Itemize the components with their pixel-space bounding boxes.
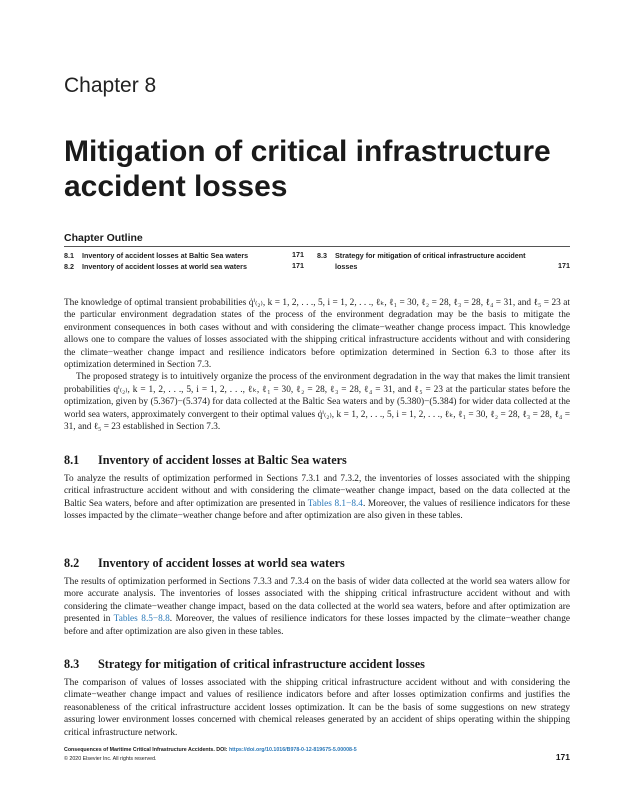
section-title: Inventory of accident losses at Baltic Sea waters — [98, 453, 347, 467]
page-number: 171 — [555, 752, 570, 762]
outline-item-number: 8.3 — [317, 251, 327, 260]
outline-item-text: Inventory of accident losses at Baltic Sea waters — [82, 251, 249, 260]
chapter-label: Chapter 8 — [64, 74, 157, 97]
tables-link[interactable]: Tables 8.5−8.8 — [113, 614, 170, 625]
intro-paragraph-1: The knowledge of optimal transient probabilities q̇ⁱ₍₂₎, k = 1, 2, . . ., 5, i = 1, 2, . . ., ℓₖ, ℓ₁ = 30, ℓ₂ = 28, ℓ₃ = 28, ℓ₄ = 31, and ℓ₅ = 23 at the particular environment degradation states of the process of the environment degradation may be the basis to mitigate the environment consequences in both cases without and with considering the climate−weather change process impact. This knowledge allows one to compare the values of losses associated with the shipping critical infrastructure accidents without and with considering the climate−weather change impact and resilience indicators before optimization determined in Section 6.3 to those after its optimization determined in Section 7.3. — [64, 298, 570, 371]
outline-item-8-3[interactable] — [317, 250, 547, 272]
footer-citation — [64, 747, 357, 753]
section-heading-8-3 — [64, 657, 425, 672]
section-text: . Moreover, the values of resilience indicators for these losses impacted by the climate−weather change before and after optimization are also given in these tables. — [64, 498, 570, 522]
section-heading-8-1 — [64, 453, 347, 468]
footer-copyright: © 2020 Elsevier Inc. All rights reserved. — [64, 756, 157, 762]
section-body-8-2 — [64, 576, 570, 638]
outline-item-text-continued: losses — [335, 262, 358, 271]
intro-paragraph-2: The proposed strategy is to intuitively organize the process of the environment degradation in the way that makes the limit transient probabilities qⁱ₍₂₎, k = 1, 2, . . ., 5, i = 1, 2, . . ., ℓₖ, ℓ₁ = 30, ℓ₂ = 28, ℓ₃ = 28, ℓ₄ = 31, and ℓ₅ = 23 at the particular states before the optimization, given by (5.367)−(5.374) for data collected at the Baltic Sea waters and by (5.380)−(5.384) for wider data collected at the world sea waters, approximately convergent to their optimal values q̇ⁱ₍₂₎, k = 1, 2, . . ., 5, i = 1, 2, . . ., ℓₖ, ℓ₁ = 30, ℓ₂ = 28, ℓ₃ = 28, ℓ₄ = 31, and ℓ₅ = 23 established in Section 7.3. — [64, 372, 570, 433]
outline-item-number: 8.1 — [64, 251, 74, 260]
outline-divider — [64, 246, 570, 247]
section-number: 8.1 — [64, 453, 80, 467]
outline-item-page: 171 — [292, 261, 304, 270]
section-number: 8.2 — [64, 556, 80, 570]
section-heading-8-2 — [64, 556, 345, 571]
section-text: . Moreover, the values of resilience indicators for these losses impacted by the climate−weather change before and after optimization are also given in these tables. — [64, 614, 570, 637]
doi-link[interactable]: https://doi.org/10.1016/B978-0-12-819675-5.00008-5 — [228, 747, 357, 753]
outline-heading: Chapter Outline — [64, 232, 143, 244]
outline-item-number: 8.2 — [64, 262, 74, 271]
outline-item-page: 171 — [292, 250, 304, 259]
outline-item-text: Strategy for mitigation of critical infrastructure accident — [335, 251, 526, 260]
section-text: To analyze the results of optimization performed in Sections 7.3.1 and 7.3.2, the inventories of losses associated with the shipping critical infrastructure accident without and with considering the climate−weather change impact, based on the data collected at the Baltic Sea waters, before and after optimization are presented in — [64, 474, 570, 509]
citation-label: Consequences of Maritime Critical Infrastructure Accidents. DOI: — [64, 747, 229, 753]
intro-text — [64, 297, 570, 433]
outline-item-8-2[interactable] — [64, 261, 304, 272]
section-body-8-3 — [64, 677, 570, 739]
section-number: 8.3 — [64, 657, 80, 671]
chapter-title: Mitigation of critical infrastructure accident losses — [64, 135, 551, 203]
outline-item-text: Inventory of accident losses at world sea waters — [82, 262, 247, 271]
section-title: Inventory of accident losses at world sea waters — [98, 556, 345, 570]
outline-item-page: 171 — [558, 261, 570, 270]
outline-item-8-1[interactable] — [64, 250, 304, 261]
section-text: The comparison of values of losses associated with the shipping critical infrastructure accident without and with considering the climate−weather change impact and values of resilience indicators before and after losses optimization confirms and justifies the reasonableness of the critical infrastructure accident losses optimization. It can be the basis of some suggestions on new strategy assuring lower environment losses concerned with chemical releases generated by an accident of ships operating within the shipping critical infrastructure network. — [64, 678, 570, 738]
section-title: Strategy for mitigation of critical infrastructure accident losses — [98, 657, 425, 671]
tables-link[interactable]: Tables 8.1−8.4 — [307, 498, 363, 509]
section-body-8-1 — [64, 473, 570, 523]
section-text: The results of optimization performed in Sections 7.3.3 and 7.3.4 on the basis of wider data collected at the world sea waters allow for more accurate analysis. The inventories of losses associated with the shipping critical infrastructure accident without and with considering the climate−weather change impact, based on the data collected at the world sea waters, before and after optimization are presented in — [64, 577, 570, 625]
